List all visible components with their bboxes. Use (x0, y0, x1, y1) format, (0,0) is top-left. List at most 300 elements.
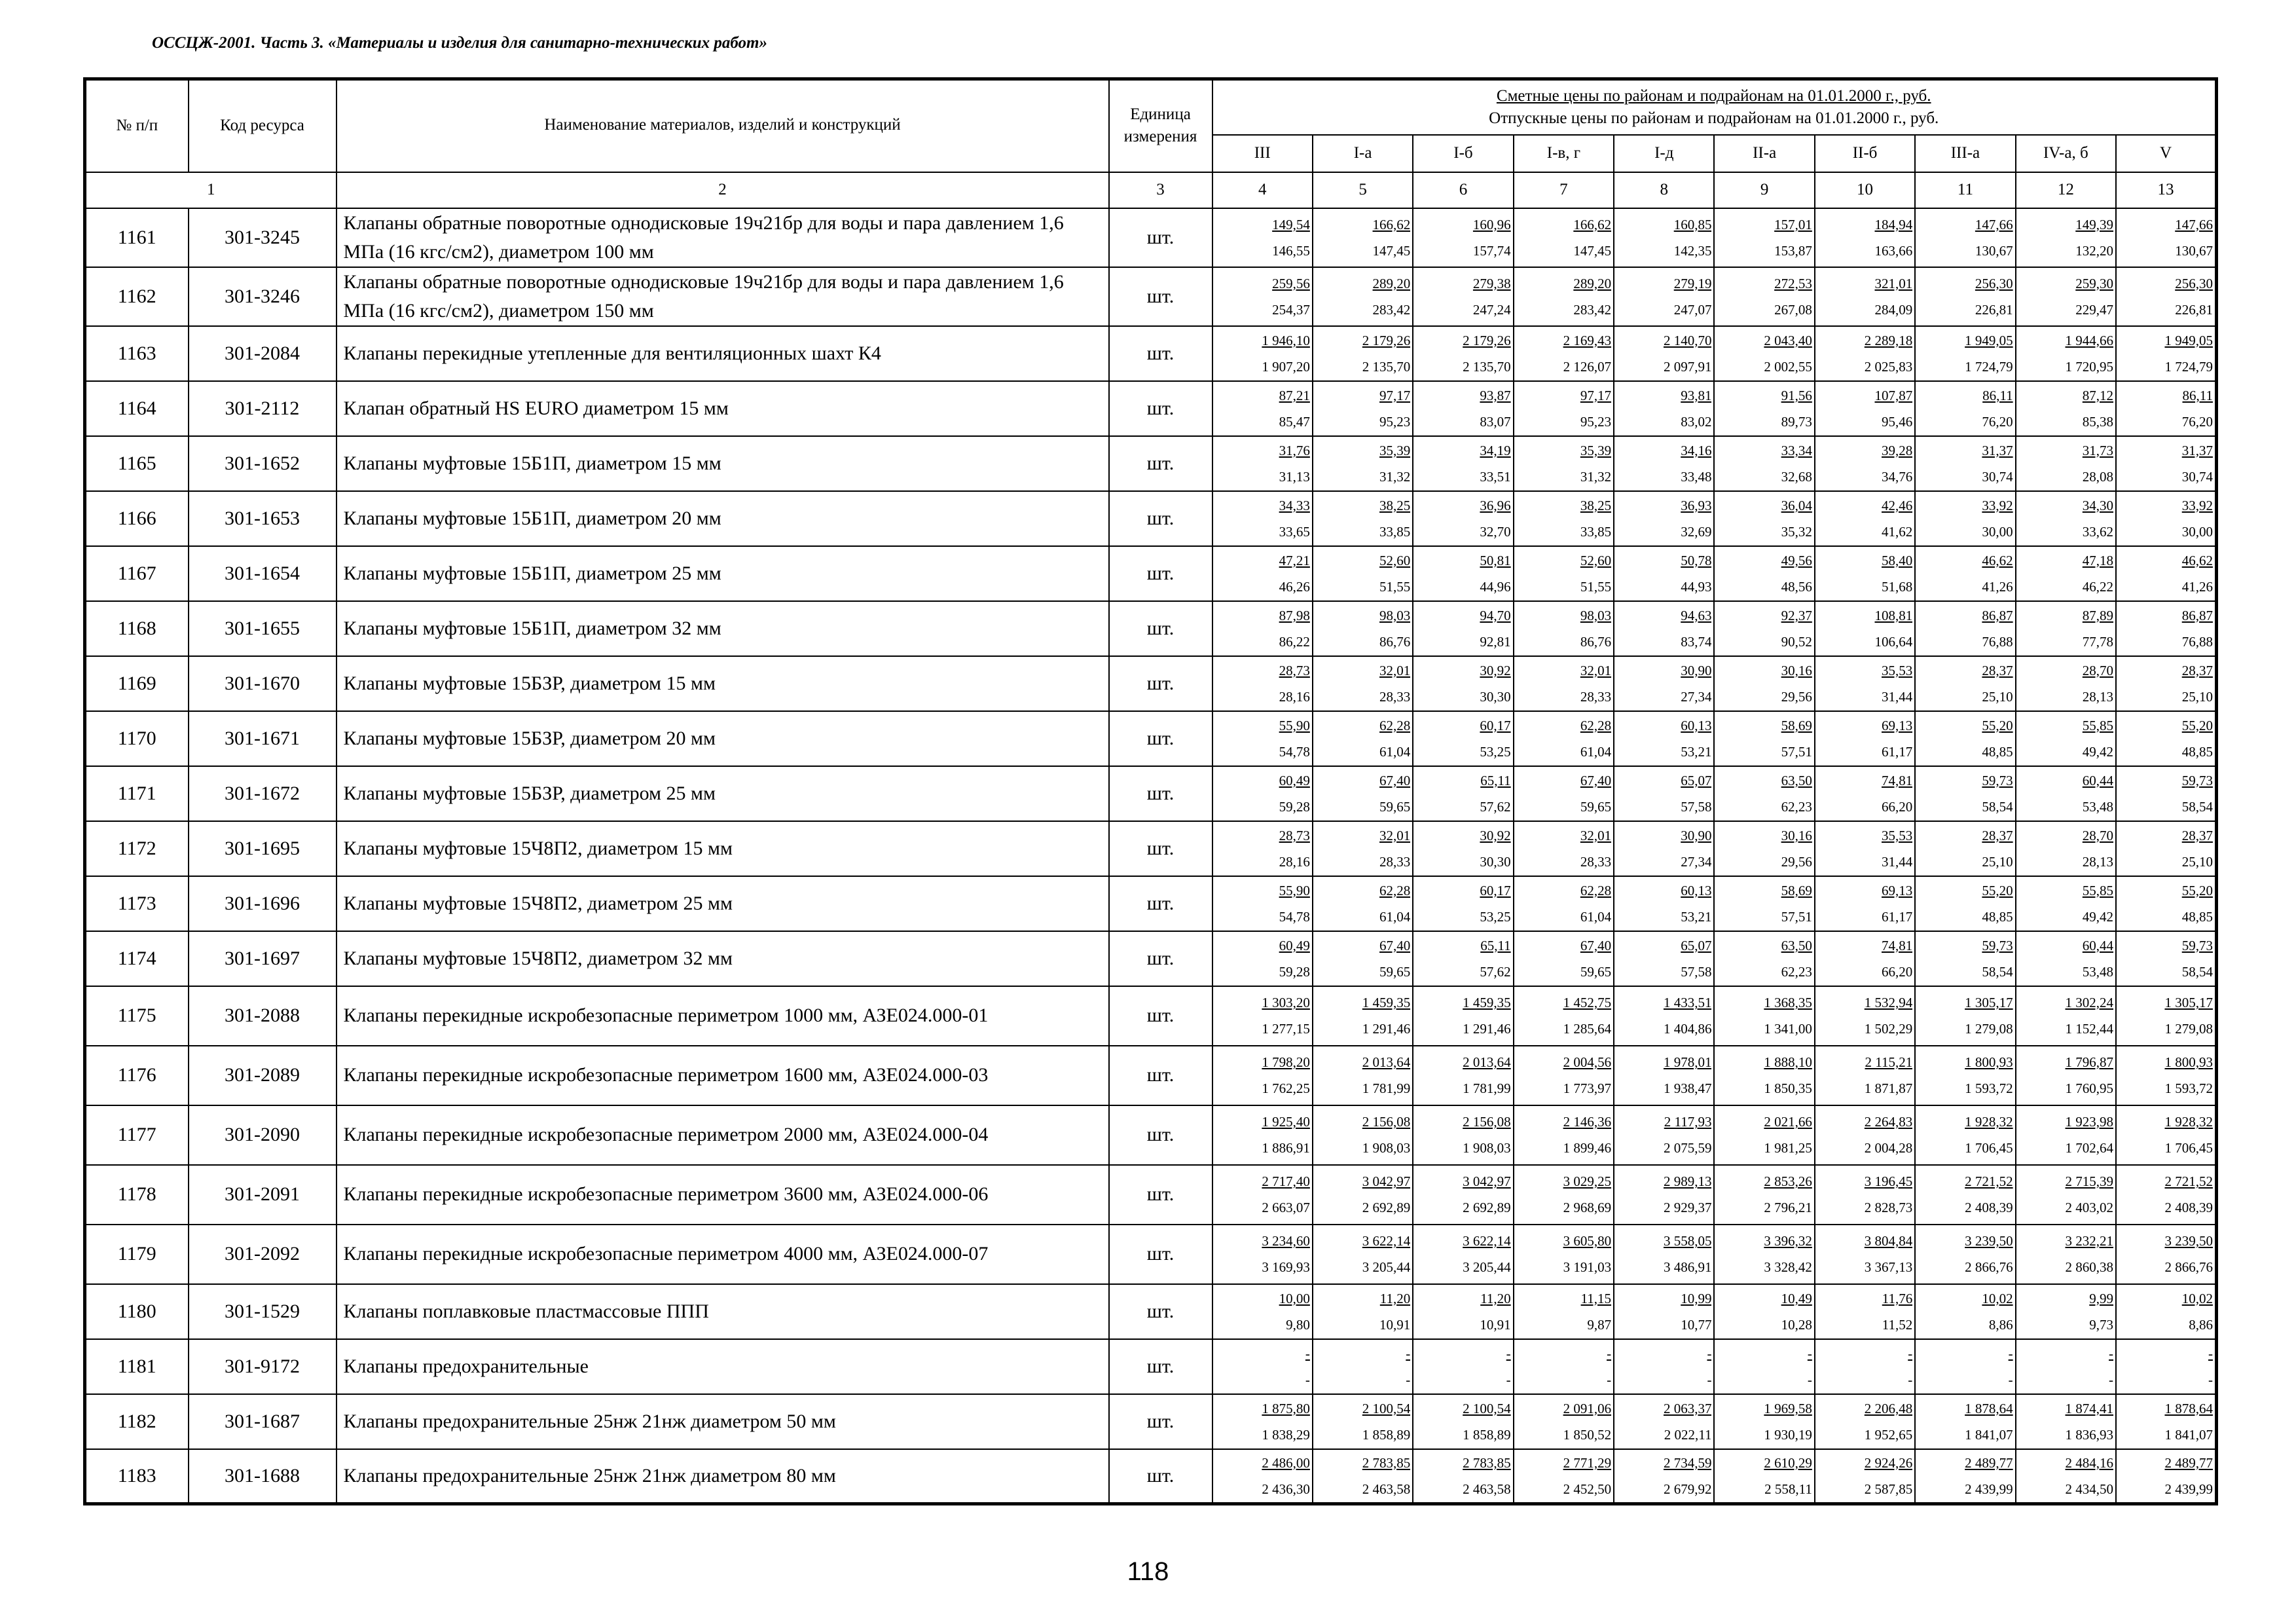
resource-code: 301-2112 (189, 381, 337, 436)
estimate-price: 39,28 (1881, 442, 1913, 458)
release-price: 283,42 (1573, 301, 1612, 318)
price-cell (1714, 766, 1814, 821)
release-price: 1 886,91 (1262, 1140, 1310, 1156)
estimate-price: 1 800,93 (1965, 1054, 2013, 1070)
table-row (85, 267, 2217, 326)
table-row (85, 876, 2217, 931)
estimate-price: 1 928,32 (1965, 1114, 2013, 1130)
estimate-price: 42,46 (1881, 497, 1913, 513)
release-price: 1 858,89 (1463, 1426, 1511, 1443)
price-cell (1815, 1394, 1915, 1449)
estimate-price: 256,30 (2175, 275, 2213, 291)
estimate-price: 2 013,64 (1463, 1054, 1511, 1070)
release-price: 1 850,52 (1563, 1426, 1612, 1443)
price-cell (1514, 601, 1614, 656)
price-cell (1212, 931, 1313, 986)
release-price: 83,07 (1480, 413, 1511, 430)
release-price: 2 002,55 (1764, 358, 1812, 375)
release-price: 11,52 (1882, 1316, 1913, 1333)
release-price: 51,55 (1580, 578, 1612, 595)
row-number: 1176 (85, 1046, 189, 1105)
price-cell (1413, 1165, 1513, 1225)
release-price: 1 291,46 (1463, 1021, 1511, 1037)
estimate-price: 47,18 (2082, 552, 2114, 568)
header-resource-code: Код ресурса (189, 79, 337, 172)
price-cell (1413, 267, 1513, 326)
estimate-price: 62,28 (1379, 882, 1411, 898)
table-row (85, 931, 2217, 986)
header-column-number: 10 (1815, 172, 1915, 208)
price-cell (1313, 1165, 1413, 1225)
release-price: 30,00 (2181, 523, 2213, 540)
estimate-price: 2 610,29 (1764, 1454, 1812, 1471)
price-cell (1413, 326, 1513, 381)
estimate-price: 33,92 (1982, 497, 2013, 513)
row-number: 1182 (85, 1394, 189, 1449)
price-cell (1714, 931, 1814, 986)
price-cell (2016, 986, 2116, 1046)
estimate-price: 62,28 (1580, 717, 1612, 733)
estimate-price: 184,94 (1874, 216, 1913, 232)
release-price: 1 930,19 (1764, 1426, 1812, 1443)
estimate-price: 2 179,26 (1463, 332, 1511, 348)
estimate-price: 60,17 (1480, 882, 1511, 898)
header-region: IV-а, б (2016, 135, 2116, 172)
estimate-price: 2 717,40 (1262, 1173, 1310, 1189)
price-cell (1714, 1165, 1814, 1225)
release-price: 1 858,89 (1362, 1426, 1411, 1443)
release-price: 1 285,64 (1563, 1021, 1612, 1037)
price-cell (1815, 601, 1915, 656)
item-name: Клапаны обратные поворотные однодисковые 19ч21бр для воды и пара давлением 1,6 МПа (16 кгс/см2), диаметром 150 мм (337, 267, 1109, 326)
price-cell (1614, 436, 1714, 491)
price-cell (2016, 766, 2116, 821)
resource-code: 301-1655 (189, 601, 337, 656)
release-price: 2 558,11 (1764, 1481, 1812, 1497)
price-cell (2116, 821, 2216, 876)
release-price: 2 097,91 (1663, 358, 1712, 375)
release-price: 1 279,08 (1965, 1021, 2013, 1037)
price-cell (1413, 208, 1513, 267)
price-cell (1313, 656, 1413, 711)
release-price: 1 706,45 (1965, 1140, 2013, 1156)
price-cell (1514, 766, 1614, 821)
price-cell (1313, 876, 1413, 931)
price-cell (1413, 821, 1513, 876)
estimate-price: 35,39 (1580, 442, 1612, 458)
release-price: 76,88 (2181, 633, 2213, 650)
unit: шт. (1109, 656, 1212, 711)
estimate-price: 10,02 (2181, 1290, 2213, 1306)
estimate-price: 55,90 (1279, 717, 1310, 733)
row-number: 1166 (85, 491, 189, 546)
estimate-price: 3 239,50 (1965, 1233, 2013, 1249)
estimate-price: 2 783,85 (1362, 1454, 1411, 1471)
release-price: 10,91 (1379, 1316, 1411, 1333)
release-price: 146,55 (1272, 242, 1310, 259)
price-cell (1915, 986, 2015, 1046)
price-cell (2016, 546, 2116, 601)
price-cell (1815, 491, 1915, 546)
estimate-price: 30,16 (1781, 827, 1812, 843)
release-price: 1 593,72 (1965, 1080, 2013, 1096)
header-column-number: 7 (1514, 172, 1614, 208)
price-cell (1714, 711, 1814, 766)
estimate-price: 1 459,35 (1463, 995, 1511, 1010)
estimate-price: 2 115,21 (1865, 1054, 1913, 1070)
release-price: 1 404,86 (1663, 1021, 1712, 1037)
estimate-price: 87,98 (1279, 607, 1310, 623)
release-price: 57,51 (1781, 908, 1812, 925)
estimate-price: 60,17 (1480, 717, 1511, 733)
price-cell (1915, 1449, 2015, 1504)
release-price: 92,81 (1480, 633, 1511, 650)
estimate-price: 33,34 (1781, 442, 1812, 458)
release-price: 157,74 (1472, 242, 1511, 259)
estimate-price: 55,20 (2181, 717, 2213, 733)
estimate-price: 259,56 (1272, 275, 1310, 291)
row-number: 1161 (85, 208, 189, 267)
release-price: - (1807, 1371, 1812, 1388)
header-column-number: 4 (1212, 172, 1313, 208)
price-cell (1614, 546, 1714, 601)
unit: шт. (1109, 711, 1212, 766)
estimate-price: 2 100,54 (1463, 1400, 1511, 1416)
release-price: 46,26 (1279, 578, 1310, 595)
price-cell (2116, 436, 2216, 491)
release-price: 29,56 (1781, 853, 1812, 870)
table-row (85, 656, 2217, 711)
item-name: Клапаны перекидные искробезопасные периметром 3600 мм, АЗЕ024.000-06 (337, 1165, 1109, 1225)
price-cell (2116, 1394, 2216, 1449)
estimate-price: 2 091,06 (1563, 1400, 1612, 1416)
release-price: 1 871,87 (1864, 1080, 1913, 1096)
resource-code: 301-3245 (189, 208, 337, 267)
header-column-number: 9 (1714, 172, 1814, 208)
price-cell (1614, 208, 1714, 267)
price-cell (1313, 267, 1413, 326)
estimate-price: 2 063,37 (1663, 1400, 1712, 1416)
estimate-price: 74,81 (1881, 937, 1913, 953)
estimate-price: - (1607, 1345, 1612, 1361)
header-region: III-а (1915, 135, 2015, 172)
release-price: 53,48 (2082, 798, 2114, 815)
release-price: 86,76 (1580, 633, 1612, 650)
price-cell (1313, 986, 1413, 1046)
header-unit: Единица измерения (1109, 79, 1212, 172)
release-price: 1 907,20 (1262, 358, 1310, 375)
unit: шт. (1109, 1449, 1212, 1504)
price-cell (1413, 491, 1513, 546)
release-price: 77,78 (2082, 633, 2114, 650)
release-price: 10,91 (1480, 1316, 1511, 1333)
estimate-price: 87,12 (2082, 387, 2114, 403)
release-price: 2 434,50 (2065, 1481, 2114, 1497)
unit: шт. (1109, 1284, 1212, 1339)
estimate-price: 2 715,39 (2065, 1173, 2114, 1189)
estimate-price: 259,30 (2075, 275, 2114, 291)
estimate-price: 52,60 (1379, 552, 1411, 568)
price-cell (1212, 601, 1313, 656)
release-price: 41,62 (1881, 523, 1913, 540)
estimate-price: 2 486,00 (1262, 1454, 1310, 1471)
release-price: 1 908,03 (1362, 1140, 1411, 1156)
unit: шт. (1109, 986, 1212, 1046)
header-column-number: 2 (337, 172, 1109, 208)
estimate-price: 67,40 (1379, 937, 1411, 953)
estimate-price: 3 558,05 (1663, 1233, 1712, 1249)
release-price: 1 952,65 (1864, 1426, 1913, 1443)
estimate-price: 92,37 (1781, 607, 1812, 623)
price-cell (1313, 1449, 1413, 1504)
row-number: 1168 (85, 601, 189, 656)
price-cell (1614, 876, 1714, 931)
item-name: Клапаны муфтовые 15Б1П, диаметром 32 мм (337, 601, 1109, 656)
header-prices-release: Отпускные цены по районам и подрайонам на 01.01.2000 г., руб. (1489, 109, 1939, 127)
resource-code: 301-2089 (189, 1046, 337, 1105)
estimate-price: 55,85 (2082, 882, 2114, 898)
price-cell (1514, 1105, 1614, 1165)
resource-code: 301-1670 (189, 656, 337, 711)
release-price: 58,54 (1982, 963, 2013, 980)
price-cell (1413, 381, 1513, 436)
release-price: 1 593,72 (2164, 1080, 2213, 1096)
price-cell (1413, 546, 1513, 601)
price-cell (1614, 1046, 1714, 1105)
estimate-price: 65,07 (1681, 937, 1712, 953)
price-cell (1815, 1165, 1915, 1225)
price-cell (2116, 931, 2216, 986)
price-cell (1313, 821, 1413, 876)
row-number: 1179 (85, 1225, 189, 1284)
release-price: 1 502,29 (1864, 1021, 1913, 1037)
estimate-price: 97,17 (1580, 387, 1612, 403)
price-cell (2116, 326, 2216, 381)
release-price: 2 663,07 (1262, 1200, 1310, 1215)
release-price: 284,09 (1874, 301, 1913, 318)
price-cell (1313, 711, 1413, 766)
item-name: Клапаны предохранительные 25нж 21нж диаметром 50 мм (337, 1394, 1109, 1449)
estimate-price: 2 924,26 (1864, 1454, 1913, 1471)
release-price: 85,38 (2082, 413, 2114, 430)
price-cell (1714, 381, 1814, 436)
estimate-price: 46,62 (2181, 552, 2213, 568)
estimate-price: 55,85 (2082, 717, 2114, 733)
estimate-price: 2 117,93 (1664, 1114, 1712, 1130)
estimate-price: 86,11 (2182, 387, 2213, 403)
release-price: 54,78 (1279, 743, 1310, 760)
estimate-price: 35,53 (1881, 662, 1913, 678)
price-cell (1212, 1046, 1313, 1105)
price-cell (1915, 821, 2015, 876)
estimate-price: 1 532,94 (1864, 995, 1913, 1010)
release-price: 1 841,07 (1965, 1426, 2013, 1443)
unit: шт. (1109, 208, 1212, 267)
release-price: 86,22 (1279, 633, 1310, 650)
price-cell (1313, 1394, 1413, 1449)
item-name: Клапаны перекидные искробезопасные периметром 4000 мм, АЗЕ024.000-07 (337, 1225, 1109, 1284)
estimate-price: 1 928,32 (2164, 1114, 2213, 1130)
price-cell (1614, 821, 1714, 876)
price-cell (1714, 1449, 1814, 1504)
estimate-price: - (2208, 1345, 2213, 1361)
row-number: 1165 (85, 436, 189, 491)
estimate-price: 9,99 (2089, 1290, 2114, 1306)
estimate-price: - (1406, 1345, 1411, 1361)
header-column-number: 12 (2016, 172, 2116, 208)
estimate-price: 59,73 (1982, 772, 2013, 788)
estimate-price: 149,54 (1272, 216, 1310, 232)
row-number: 1169 (85, 656, 189, 711)
item-name: Клапаны муфтовые 15Ч8П2, диаметром 25 мм (337, 876, 1109, 931)
price-cell (2116, 546, 2216, 601)
item-name: Клапаны обратные поворотные однодисковые 19ч21бр для воды и пара давлением 1,6 МПа (16 кгс/см2), диаметром 100 мм (337, 208, 1109, 267)
release-price: 41,26 (2181, 578, 2213, 595)
estimate-price: - (2008, 1345, 2013, 1361)
header-column-number: 5 (1313, 172, 1413, 208)
price-cell (1714, 986, 1814, 1046)
price-cell (1212, 381, 1313, 436)
price-cell (1815, 656, 1915, 711)
header-column-number: 6 (1413, 172, 1513, 208)
estimate-price: 60,44 (2082, 772, 2114, 788)
price-cell (1815, 876, 1915, 931)
release-price: 25,10 (1982, 688, 2013, 705)
estimate-price: 1 305,17 (2164, 995, 2213, 1010)
estimate-price: 1 452,75 (1563, 995, 1612, 1010)
release-price: 1 720,95 (2065, 358, 2114, 375)
release-price: 66,20 (1881, 963, 1913, 980)
release-price: 8,86 (2189, 1316, 2213, 1333)
price-cell (2116, 1449, 2216, 1504)
price-cell (2116, 986, 2216, 1046)
item-name: Клапаны муфтовые 15Ч8П2, диаметром 32 мм (337, 931, 1109, 986)
table-row (85, 1449, 2217, 1504)
price-cell (2116, 491, 2216, 546)
price-cell (2016, 1165, 2116, 1225)
price-cell (1212, 821, 1313, 876)
release-price: 2 860,38 (2065, 1259, 2114, 1275)
release-price: 62,23 (1781, 798, 1812, 815)
table-row (85, 1225, 2217, 1284)
unit: шт. (1109, 546, 1212, 601)
price-cell (1514, 1394, 1614, 1449)
release-price: 58,54 (2181, 963, 2213, 980)
table-row (85, 1339, 2217, 1394)
price-cell (1714, 601, 1814, 656)
release-price: 2 436,30 (1262, 1481, 1310, 1497)
estimate-price: 2 484,16 (2065, 1454, 2114, 1471)
price-cell (2016, 1394, 2116, 1449)
price-cell (1514, 1046, 1614, 1105)
estimate-price: 1 368,35 (1764, 995, 1812, 1010)
release-price: 28,08 (2082, 468, 2114, 485)
release-price: 163,66 (1874, 242, 1913, 259)
row-number: 1164 (85, 381, 189, 436)
price-cell (2016, 1105, 2116, 1165)
release-price: 44,93 (1681, 578, 1712, 595)
price-cell (1514, 267, 1614, 326)
release-price: 2 692,89 (1362, 1200, 1411, 1215)
price-cell (1514, 1225, 1614, 1284)
header-region: II-б (1815, 135, 1915, 172)
estimate-price: 38,25 (1379, 497, 1411, 513)
release-price: - (2208, 1371, 2213, 1388)
item-name: Клапаны поплавковые пластмассовые ППП (337, 1284, 1109, 1339)
release-price: 2 075,59 (1663, 1140, 1712, 1156)
price-cell (1915, 1046, 2015, 1105)
estimate-price: 1 875,80 (1262, 1400, 1310, 1416)
price-cell (1313, 1284, 1413, 1339)
price-cell (1815, 326, 1915, 381)
price-cell (1514, 931, 1614, 986)
release-price: 33,51 (1480, 468, 1511, 485)
release-price: 2 439,99 (2164, 1481, 2213, 1497)
release-price: 153,87 (1774, 242, 1812, 259)
unit: шт. (1109, 267, 1212, 326)
table-header (85, 79, 2217, 208)
release-price: 226,81 (2175, 301, 2213, 318)
release-price: 61,04 (1379, 908, 1411, 925)
estimate-price: 1 302,24 (2065, 995, 2114, 1010)
estimate-price: 166,62 (1372, 216, 1411, 232)
estimate-price: 28,37 (1982, 662, 2013, 678)
estimate-price: 166,62 (1573, 216, 1612, 232)
table-row (85, 1394, 2217, 1449)
resource-code: 301-2088 (189, 986, 337, 1046)
release-price: 27,34 (1681, 853, 1712, 870)
resource-code: 301-1695 (189, 821, 337, 876)
row-number: 1171 (85, 766, 189, 821)
estimate-price: 28,73 (1279, 662, 1310, 678)
release-price: 28,13 (2082, 853, 2114, 870)
price-cell (1915, 1339, 2015, 1394)
price-cell (1514, 381, 1614, 436)
estimate-price: 2 264,83 (1864, 1114, 1913, 1130)
estimate-price: 55,20 (1982, 717, 2013, 733)
header-region: III (1212, 135, 1313, 172)
release-price: 1 841,07 (2164, 1426, 2213, 1443)
price-cell (1413, 711, 1513, 766)
release-price: 3 328,42 (1764, 1259, 1812, 1275)
document-title: ОССЦЖ-2001. Часть 3. «Материалы и изделия для санитарно-технических работ» (152, 34, 767, 52)
price-cell (1714, 326, 1814, 381)
unit: шт. (1109, 821, 1212, 876)
estimate-price: 3 239,50 (2164, 1233, 2213, 1249)
estimate-price: - (1506, 1345, 1511, 1361)
estimate-price: 1 874,41 (2065, 1400, 2114, 1416)
release-price: 83,02 (1681, 413, 1712, 430)
estimate-price: 2 021,66 (1764, 1114, 1812, 1130)
release-price: 86,76 (1379, 633, 1411, 650)
release-price: - (2109, 1371, 2114, 1388)
header-region: II-а (1714, 135, 1814, 172)
estimate-price: 50,78 (1681, 552, 1712, 568)
release-price: 31,44 (1881, 688, 1913, 705)
estimate-price: - (1908, 1345, 1913, 1361)
estimate-price: 60,44 (2082, 937, 2114, 953)
release-price: - (1506, 1371, 1511, 1388)
estimate-price: 28,37 (1982, 827, 2013, 843)
price-cell (1614, 1284, 1714, 1339)
header-prices (1212, 79, 2217, 135)
price-cell (1915, 326, 2015, 381)
price-cell (1514, 876, 1614, 931)
release-price: 33,62 (2082, 523, 2114, 540)
row-number: 1170 (85, 711, 189, 766)
price-cell (1313, 601, 1413, 656)
release-price: 1 706,45 (2164, 1140, 2213, 1156)
